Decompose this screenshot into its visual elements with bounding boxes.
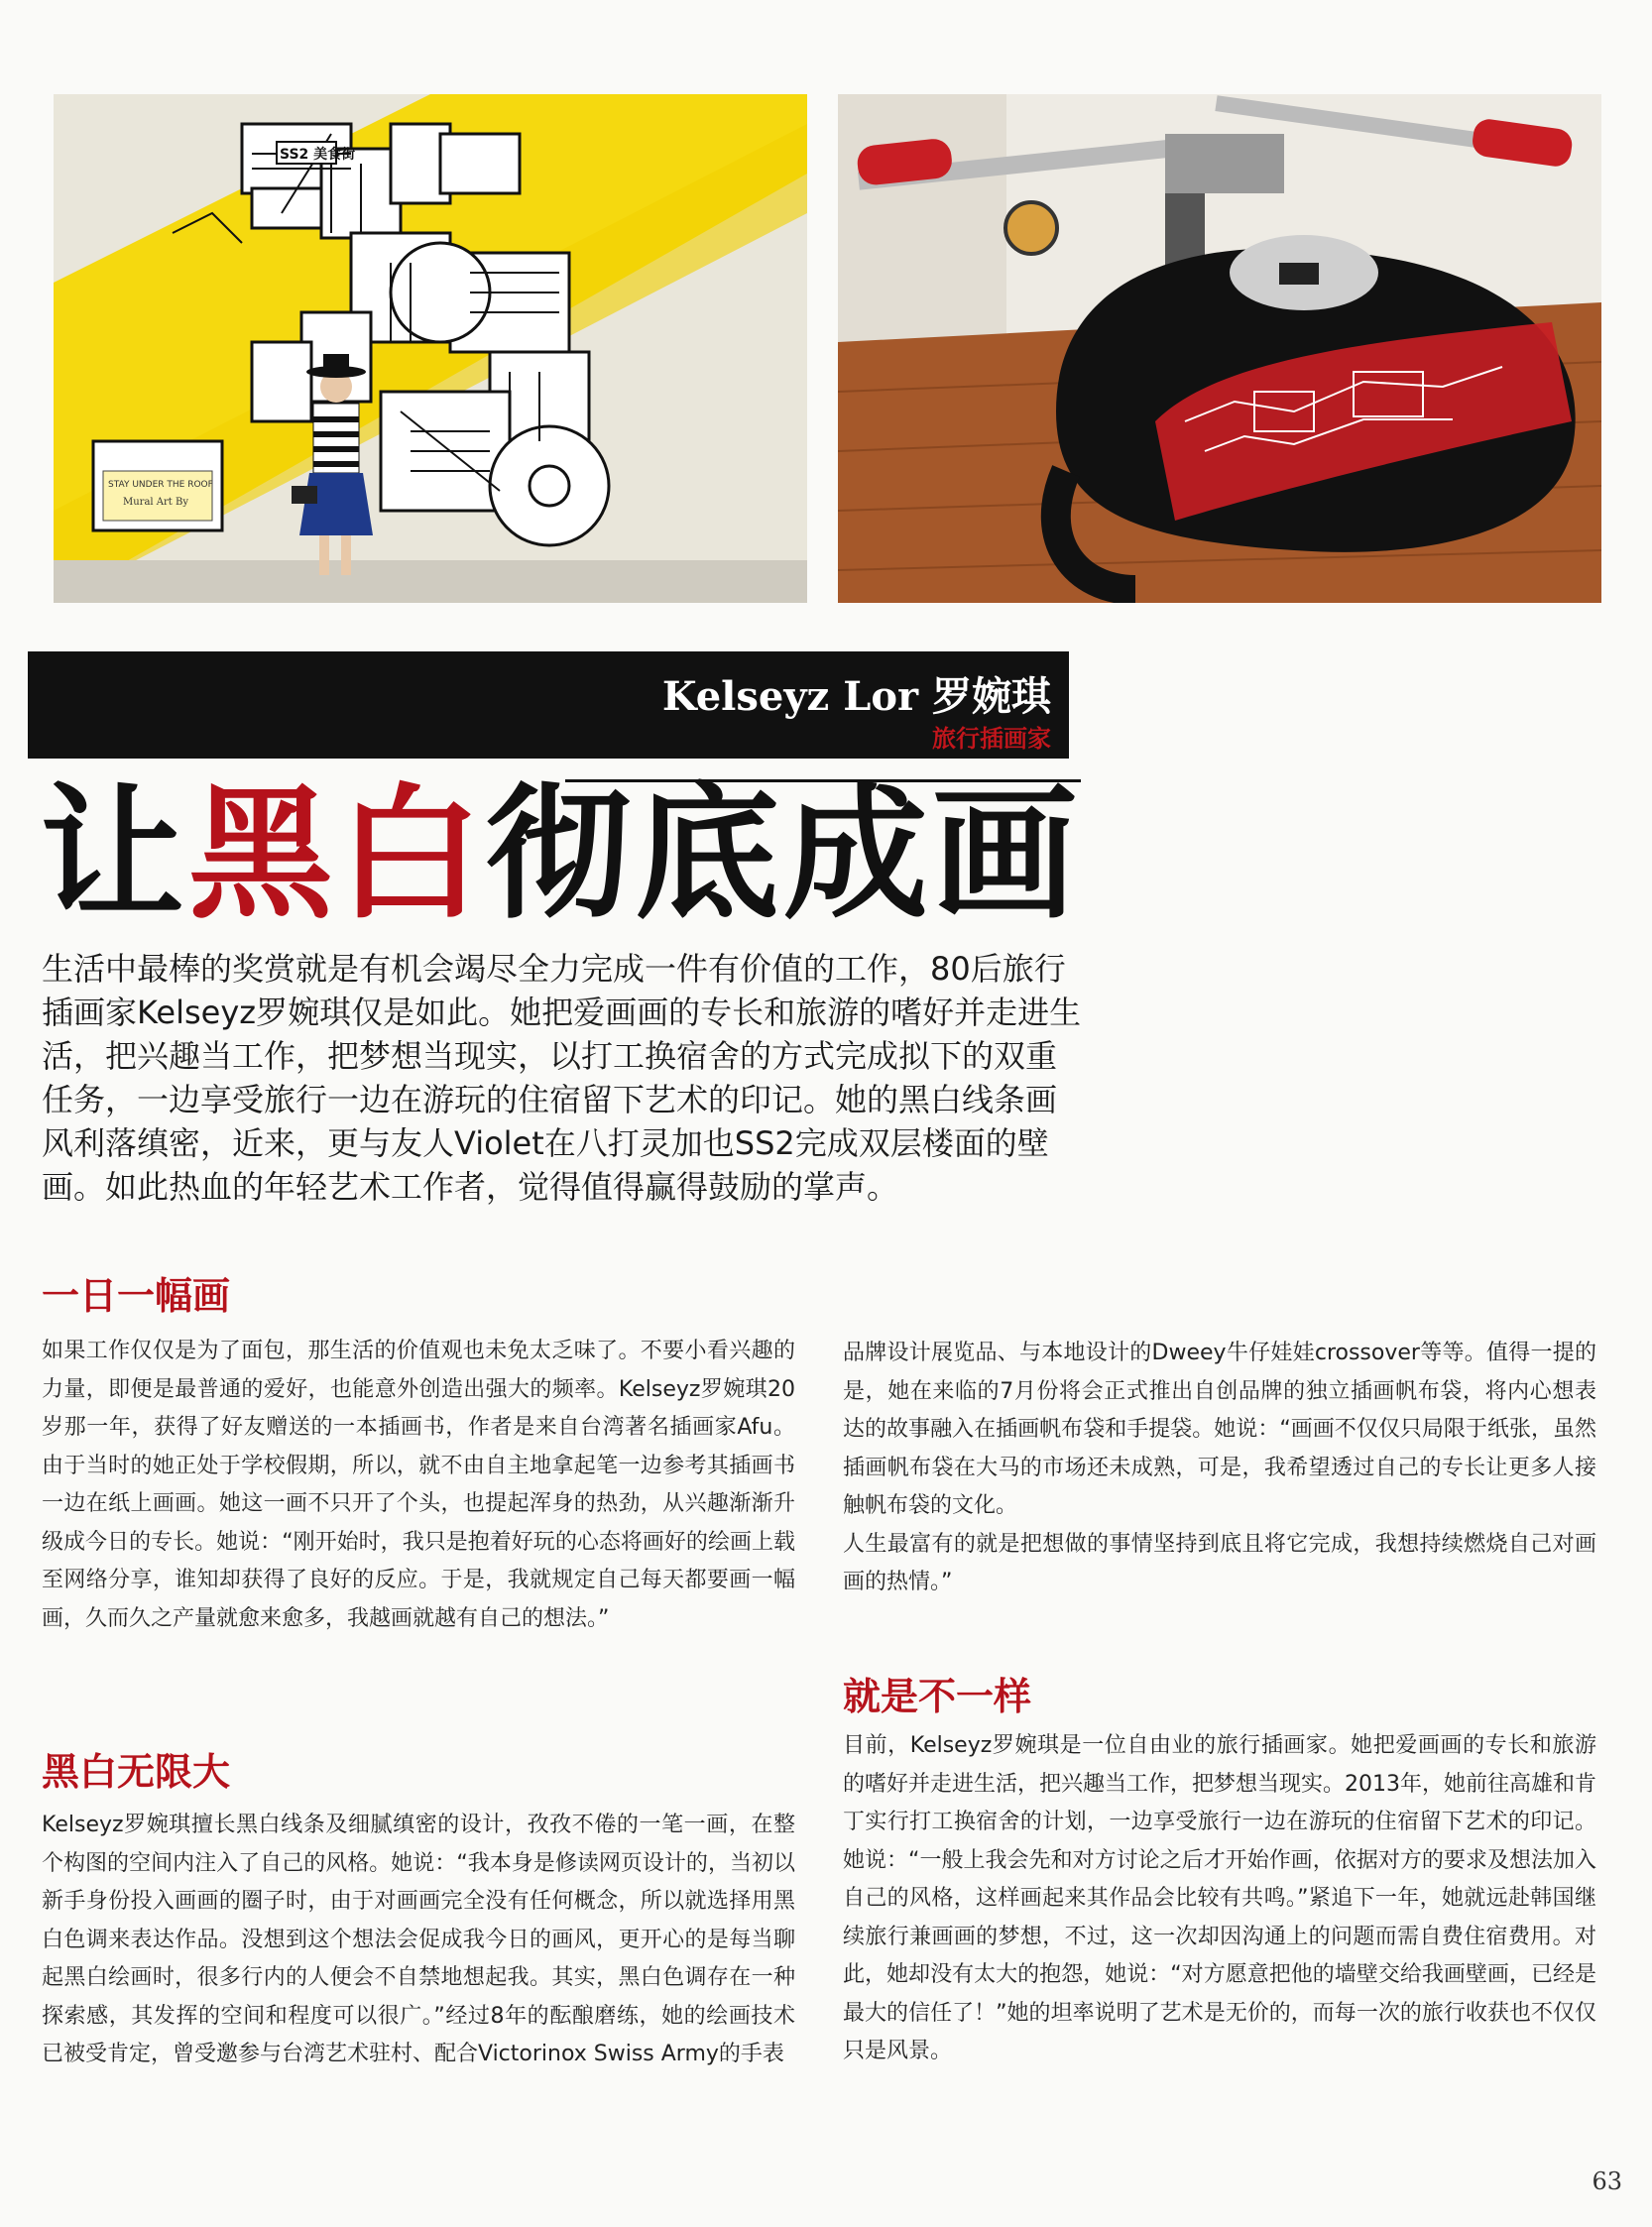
section-title-3: 就是不一样 xyxy=(843,1674,1032,1718)
motorcycle-photo xyxy=(838,94,1601,603)
headline-part-2: 黑白 xyxy=(188,769,486,939)
artist-name: Kelseyz Lor 罗婉琪 xyxy=(661,673,1051,720)
section-body-1: 如果工作仅仅是为了面包，那生活的价值观也未免太乏味了。不要小看兴趣的力量，即便是最普通的爱好，也能意外创造出强大的频率。Kelseyz罗婉琪20岁那一年，获得了好友赠送的一本插画书，作者是来自台湾著名插画家Afu。由于当时的她正处于学校假期，所以，就不由自主地拿起笔一边参考其插画书一边在纸上画画。她这一画不只开了个头，也提起浑身的热劲，从兴趣渐渐升级成今日的专长。她说：“刚开始时，我只是抱着好玩的心态将画好的绘画上载至网络分享，谁知却获得了良好的反应。于是，我就规定自己每天都要画一幅画，久而久之产量就愈来愈多，我越画就越有自己的想法。” xyxy=(42,1339,795,1631)
mural-badge-line2: Mural Art By xyxy=(123,497,188,508)
section-title-2: 黑白无限大 xyxy=(42,1749,231,1794)
mural-badge-line1: STAY UNDER THE ROOF xyxy=(108,480,213,490)
motorcycle-illustration xyxy=(838,94,1601,603)
intro-paragraph: 生活中最棒的奖赏就是有机会竭尽全力完成一件有价值的工作，80后旅行插画家Kelseyz罗婉琪仅是如此。她把爱画画的专长和旅游的嗜好并走进生活，把兴趣当工作，把梦想当现实，以打工换宿舍的方式完成拟下的双重任务，一边享受旅行一边在游玩的住宿留下艺术的印记。她的黑白线条画风利落缜密，近来，更与友人Violet在八打灵加也SS2完成双层楼面的壁画。如此热血的年轻艺术工作者，觉得值得赢得鼓励的掌声。 xyxy=(42,950,1082,1206)
right-column-top xyxy=(843,1335,1596,1602)
mural-sign-text: SS2 美食街 xyxy=(280,147,356,163)
right-column-para-2: 人生最富有的就是把想做的事情坚持到底且将它完成，我想持续燃烧自己对画画的热情。” xyxy=(843,1531,1596,1594)
page-headline xyxy=(40,769,1081,939)
section-body-2: Kelseyz罗婉琪擅长黑白线条及细腻缜密的设计，孜孜不倦的一笔一画，在整个构图的空间内注入了自己的风格。她说：“我本身是修读网页设计的，当初以新手身份投入画画的圈子时，由于对画画完全没有任何概念，所以就选择用黑白色调来表达作品。没想到这个想法会促成我今日的画风，更开心的是每当聊起黑白绘画时，很多行内的人便会不自禁地想起我。其实，黑白色调存在一种探索感，其发挥的空间和程度可以很广。”经过8年的酝酿磨练，她的绘画技术已被受肯定，曾受邀参与台湾艺术驻村、配合Victorinox Swiss Army的手表 xyxy=(42,1813,795,2066)
page-number: 63 xyxy=(1592,2168,1622,2195)
author-name-bar xyxy=(28,651,1069,759)
headline-part-3: 彻底成画 xyxy=(486,769,1081,939)
section-body-3: 目前，Kelseyz罗婉琪是一位自由业的旅行插画家。她把爱画画的专长和旅游的嗜好并走进生活，把兴趣当工作，把梦想当现实。2013年，她前往高雄和肯丁实行打工换宿舍的计划，一边享受旅行一边在游玩的住宿留下艺术的印记。她说：“一般上我会先和对方讨论之后才开始作画，依据对方的要求及想法加入自己的风格，这样画起来其作品会比较有共鸣。”紧追下一年，她就远赴韩国继续旅行兼画画的梦想，不过，这一次却因沟通上的问题而需自费住宿费用。对此，她却没有太大的抱怨，她说：“对方愿意把他的墙壁交给我画壁画，已经是最大的信任了！”她的坦率说明了艺术是无价的，而每一次的旅行收获也不仅仅只是风景。 xyxy=(843,1733,1596,2063)
mural-illustration xyxy=(54,94,807,603)
artist-role: 旅行插画家 xyxy=(932,725,1051,753)
right-column-para-1: 品牌设计展览品、与本地设计的Dweey牛仔娃娃crossover等等。值得一提的是，她在来临的7月份将会正式推出自创品牌的独立插画帆布袋，将内心想表达的故事融入在插画帆布袋和手提袋。她说：“画画不仅仅只局限于纸张，虽然插画帆布袋在大马的市场还未成熟，可是，我希望透过自己的专长让更多人接触帆布袋的文化。 xyxy=(843,1341,1596,1518)
mural-photo xyxy=(54,94,807,603)
section-title-1: 一日一幅画 xyxy=(42,1273,231,1318)
headline-part-1: 让 xyxy=(40,769,188,939)
